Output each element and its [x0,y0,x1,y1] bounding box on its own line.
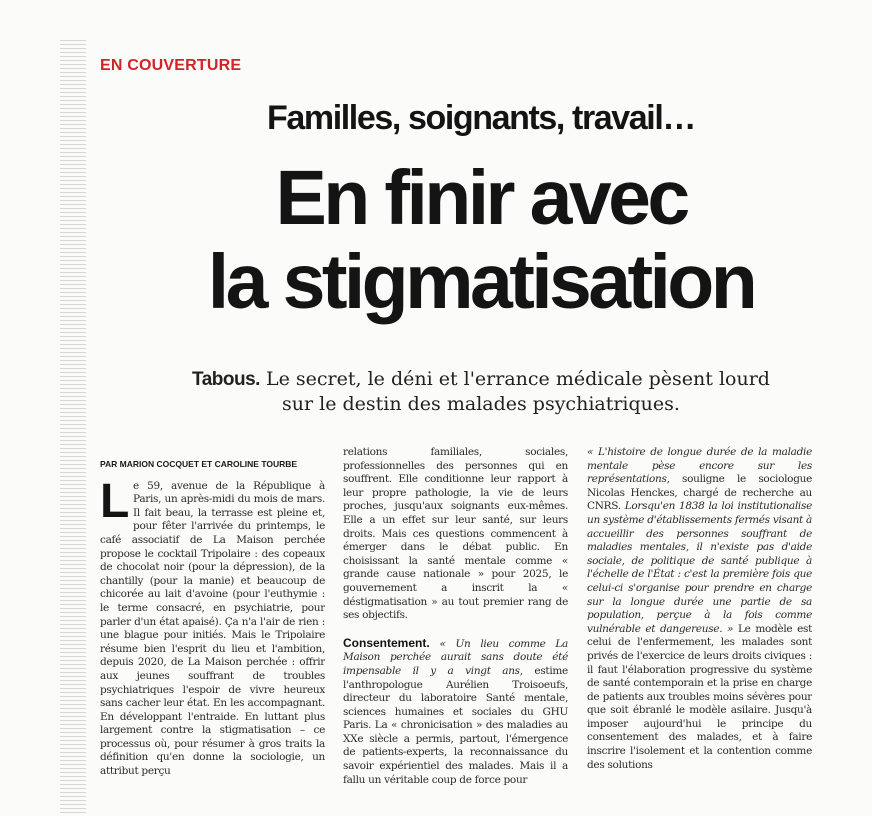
article-column-3 [587,446,812,816]
column-2-paragraph-1: relations familiales, sociales, professionnelles des personnes qui en souffrent. Elle conditionne leur rapport à leur propre pathologie, la vie de leurs proches, jusqu'aux soignants eux-mêmes. Elle a un effet sur leur santé, sur leurs droits. Mais ces questions commencent à émerger dans le débat public. En choisissant la santé mentale comme « grande cause nationale » pour 2025, le gouvernement a inscrit la « déstigmatisation » au tout premier rang de ses objectifs. [343,446,568,622]
column-1-text [100,474,325,779]
subheading-consentement: Consentement. [343,635,430,650]
headline-line-1: En finir avec [275,155,687,241]
standfirst-line-2: sur le destin des malades psychiatriques. [282,393,680,415]
column-2-body: estime l'anthropologue Aurélien Troisoeufs, directeur du laboratoire Santé mentale, sciences humaines et sociales du GHU Paris. La « chronicisation » des maladies au XXe siècle a permis, partout, l'émergence de patients-experts, la reconnaissance du savoir expérientiel des malades. Mais il a fallu un véritable coup de force pour [343,664,568,786]
column-3-attribution: souligne le sociologue Nicolas Henckes, chargé de recherche au CNRS. [587,473,812,513]
article-column-2 [343,446,568,816]
headline [90,156,872,324]
headline-line-2: la stigmatisation [207,239,755,325]
article-column-1 [100,446,325,816]
byline: PAR MARION COCQUET ET CAROLINE TOURBE [100,459,298,469]
column-2-paragraph-2 [343,637,568,788]
column-2-quote: « Un lieu comme La Maison perchée aurait sans doute été impensable il y a vingt ans, [343,637,568,677]
column-3-body: Le modèle est celui de l'enfermement, les malades sont privés de l'exercice de leurs droits civiques : il faut l'élaboration progressive du système de santé contemporain et la prise en charge de patients aux troubles moins sévères pour que soit ébranlé le modèle asilaire. Jusqu'à imposer aujourd'hui le principe du consentement des malades, et à faire inscrire l'isolement et la contention comme des solutions [587,622,812,771]
standfirst [110,367,852,417]
section-label: EN COUVERTURE [100,57,242,74]
margin-decorative-rule [60,40,86,816]
standfirst-text-1: Le secret, le déni et l'errance médicale pèsent lourd [266,368,770,390]
column-3-quote-2: Lorsqu'en 1838 la loi institutionalise un système d'établissements fermés visant à accueillir des personnes souffrant de maladies mentales, il n'existe pas d'aide sociale, de politique de santé publique à l'échelle de l'État : c'est la première fois que celui-ci s'organise pour prendre en charge sur la longue durée une partie de sa population, perçue à la fois comme vulnérable et dangereuse. » [587,500,812,635]
column-3-text [587,446,812,772]
drop-cap: L [100,474,130,528]
column-1-body: e 59, avenue de la République à Paris, un après-midi du mois de mars. Il fait beau, la terrasse est pleine et, pour fêter l'arrivée du printemps, le café associatif de La Maison perchée propose le cocktail Tripolaire : des copeaux de chocolat noir (pour la dépression), de la chantilly (pour la manie) et beaucoup de chicorée au lait d'avoine (pour l'euthymie : le terme consacré, en psychiatrie, pour parler d'un état apaisé). Ça n'a l'air de rien : une blague pour initiés. Mais le Tripolaire résume bien l'esprit du lieu et l'ambition, depuis 2020, de La Maison perchée : offrir aux jeunes souffrant de troubles psychiatriques l'espoir de vivre heureux sans cacher leur état. En les accompagnant. En développant l'entraide. En luttant plus largement contre la stigmatisation – ce processus où, pour résumer à gros traits la définition qu'en donne la sociologie, un attribut perçu [100,479,325,778]
standfirst-line-1 [110,367,852,392]
column-3-quote-1: « L'histoire de longue durée de la maladie mentale pèse encore sur les représentations, [587,446,812,486]
standfirst-lead-word: Tabous. [192,369,260,390]
kicker-title: Familles, soignants, travail… [267,99,695,137]
